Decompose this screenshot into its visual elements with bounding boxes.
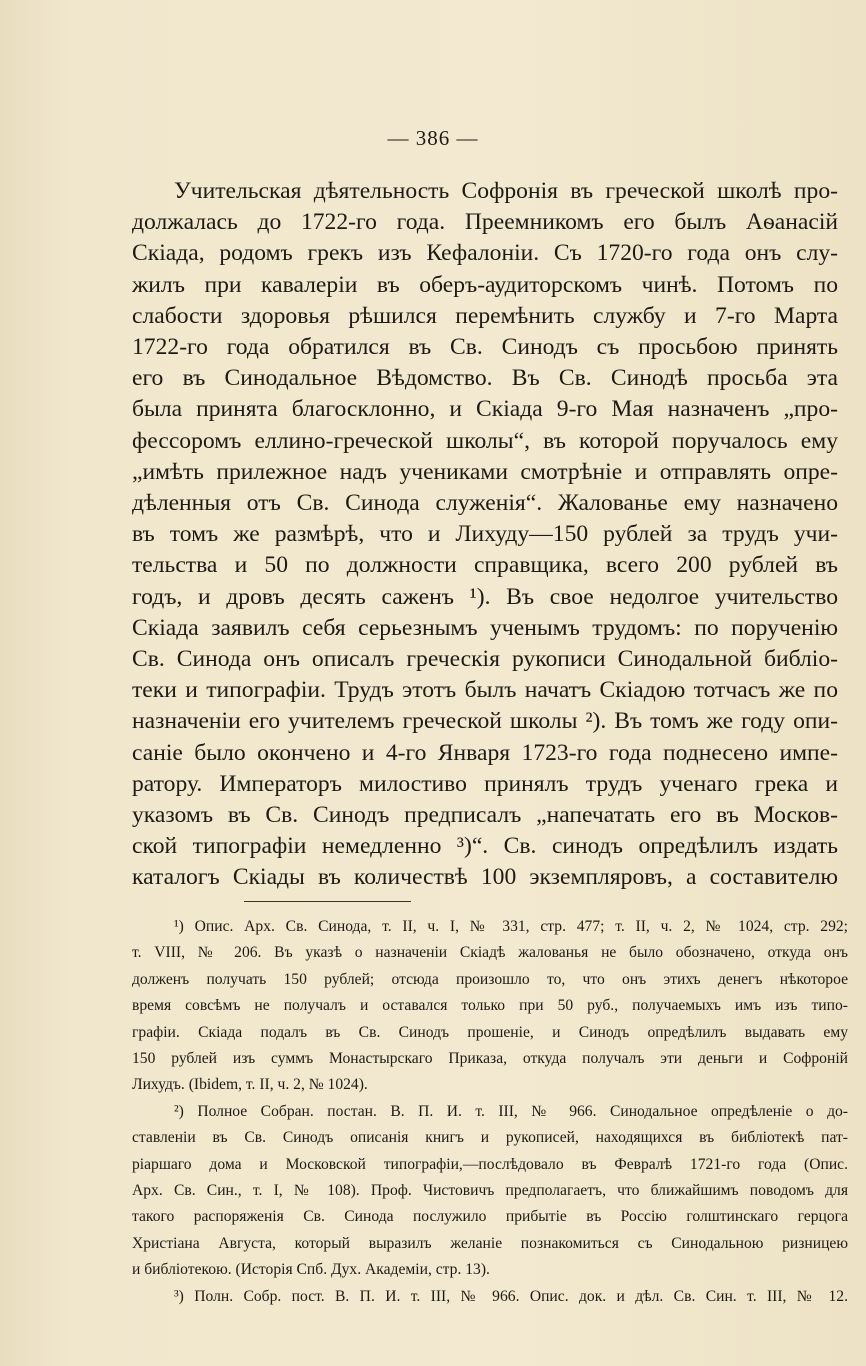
footnotes (132, 914, 848, 1310)
footnote-line: Арх. Св. Син., т. I, № 108). Проф. Чистовичъ предполагаетъ, что ближайшимъ поводомъ для (132, 1182, 848, 1200)
text-line: указомъ въ Св. Синодъ предписалъ „напечатать его въ Москов- (132, 802, 838, 829)
text-line: Скіада, родомъ грекъ изъ Кефалоніи. Съ 1720-го года онъ слу- (132, 240, 838, 267)
page-number: — 386 — (387, 126, 479, 150)
text-line: Учительская дѣятельность Софронія въ греческой школѣ про- (174, 178, 838, 204)
text-line: тельства и 50 по должности справщика, всего 200 рублей въ (132, 552, 838, 579)
text-line: жилъ при кавалеріи въ оберъ-аудиторскомъ чинѣ. Потомъ по (132, 271, 838, 298)
text-line: ратору. Императоръ милостиво принялъ трудъ ученаго грека и (132, 770, 838, 797)
footnote-line: такого распоряженія Св. Синода послужило прибытіе въ Россію голштинскаго герцога (132, 1208, 848, 1226)
text-line: слабости здоровья рѣшился перемѣнить службу и 7-го Марта (132, 302, 838, 329)
footnote-line: и библіотекою. (Исторія Спб. Дух. Академіи, стр. 13). (132, 1261, 490, 1279)
footnote-line: ¹) Опис. Арх. Св. Синода, т. II, ч. I, № 331, стр. 477; т. II, ч. 2, № 1024, стр. 292; (174, 918, 848, 935)
footnote-line: ставленіи въ Св. Синодъ описанія книгъ и рукописей, находящихся въ библіотекѣ пат- (132, 1129, 848, 1147)
text-line: 1722-го года обратился въ Св. Синодъ съ просьбою принять (132, 334, 838, 361)
text-line: фессоромъ еллино-греческой школы“, въ которой поручалось ему (132, 427, 838, 454)
footnote-line: долженъ получать 150 рублей; отсюда произошло то, что онъ этихъ денегъ нѣкоторое (132, 970, 848, 988)
text-line: теки и типографіи. Трудъ этотъ былъ начатъ Скіадою тотчасъ же по (132, 677, 838, 704)
text-line: дѣленныя отъ Св. Синода служенія“. Жалованье ему назначено (132, 490, 838, 517)
text-line: его въ Синодальное Вѣдомство. Въ Св. Синодѣ просьба эта (132, 365, 838, 392)
text-line: „имѣть прилежное надъ учениками смотрѣніе и отправлять опре- (132, 458, 838, 485)
footnote-line: 150 рублей изъ суммъ Монастырскаго Приказа, откуда получалъ эти деньги и Софроній (132, 1050, 848, 1068)
text-line: должалась до 1722-го года. Преемникомъ его былъ Аѳанасій (132, 209, 838, 236)
text-line: была принята благосклонно, и Скіада 9-го Мая назначенъ „про- (132, 396, 838, 423)
text-line: Св. Синода онъ описалъ греческія рукописи Синодальной библіо- (132, 646, 838, 673)
main-text (132, 176, 838, 894)
text-line: Скіада заявилъ себя серьезнымъ ученымъ трудомъ: по порученію (132, 614, 838, 641)
footnote-line: т. VIII, № 206. Въ указѣ о назначеніи Скіадѣ жалованья не было обозначено, откуда онъ (132, 944, 848, 962)
text-line: каталогъ Скіады въ количествѣ 100 экземпляровъ, а составителю (132, 864, 838, 891)
text-line: годъ, и дровъ десять саженъ ¹). Въ свое недолгое учительство (132, 583, 838, 610)
footnote-line: ²) Полное Собран. постан. В. П. И. т. III, № 966. Синодальное опредѣленіе о до- (174, 1102, 848, 1120)
footnote-line: Христіана Августа, который выразилъ желаніе познакомиться съ Синодальною ризницею (132, 1234, 848, 1252)
footnote-divider (244, 901, 411, 902)
footnote-line: время совсѣмъ не получалъ и оставался только при 50 руб., получаемыхъ имъ изъ типо- (132, 997, 848, 1015)
footnote-line: ³) Полн. Собр. пост. В. П. И. т. III, № 966. Опис. док. и дѣл. Св. Син. т. III, № 12. (174, 1287, 848, 1305)
text-line: назначеніи его учителемъ греческой школы ²). Въ томъ же году опи- (132, 708, 838, 735)
footnote-line: графіи. Скіада подалъ въ Св. Синодъ прошеніе, и Синодъ опредѣлилъ выдавать ему (132, 1023, 848, 1041)
text-line: въ томъ же размѣрѣ, что и Лихуду—150 рублей за трудъ учи- (132, 521, 838, 548)
footnote-line: Лихудъ. (Ibidem, т. II, ч. 2, № 1024). (132, 1076, 368, 1094)
text-line: саніе было окончено и 4-го Января 1723-го года поднесено импе- (132, 739, 838, 766)
footnote-line: ріаршаго дома и Московской типографіи,—послѣдовало въ Февралѣ 1721-го года (Опис. (132, 1155, 848, 1173)
text-line: ской типографіи немедленно ³)“. Св. синодъ опредѣлилъ издать (132, 833, 838, 860)
